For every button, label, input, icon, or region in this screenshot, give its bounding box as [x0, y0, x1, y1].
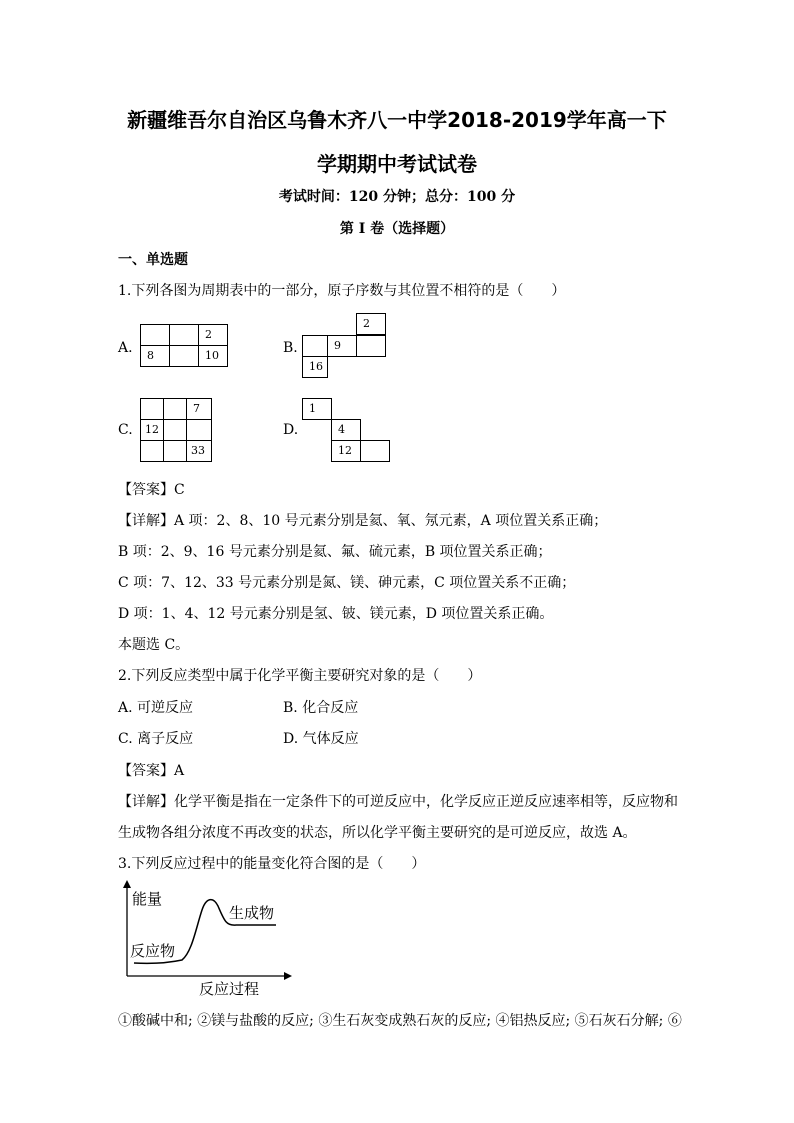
table-cell: [163, 440, 187, 462]
y-axis-label: 能量: [132, 890, 163, 908]
table-cell: 2: [356, 313, 386, 335]
option-c: C. 离子反应: [118, 731, 194, 747]
question-3: 3.下列反应过程中的能量变化符合图的是（ ）: [118, 856, 426, 872]
option-b-label: B.: [283, 340, 298, 356]
table-cell: [169, 324, 199, 346]
table-cell: [186, 419, 212, 441]
page-title-line1: 新疆维吾尔自治区乌鲁木齐八一中学2018-2019学年高一下: [127, 108, 667, 132]
table-cell: 1: [302, 398, 332, 420]
table-cell: 10: [198, 345, 228, 367]
table-cell: [163, 419, 187, 441]
table-cell: 4: [331, 419, 361, 441]
table-cell: [360, 440, 390, 462]
x-axis-label: 反应过程: [199, 980, 260, 998]
x-axis-arrow-icon: [284, 972, 292, 980]
detail-2-line2: 生成物各组分浓度不再改变的状态，所以化学平衡主要研究的是可逆反应，故选 A。: [118, 825, 637, 841]
table-cell: 12: [140, 419, 164, 441]
energy-diagram: [118, 880, 298, 1000]
table-cell: [302, 335, 328, 357]
option-c-label: C.: [118, 422, 133, 438]
table-cell: 2: [198, 324, 228, 346]
table-cell: 7: [186, 398, 212, 420]
table-cell: 33: [186, 440, 212, 462]
detail-1-line4: D 项：1、4、12 号元素分别是氢、铍、镁元素，D 项位置关系正确。: [118, 606, 554, 622]
table-cell: 8: [140, 345, 170, 367]
product-label: 生成物: [229, 904, 275, 922]
volume-heading: 第 I 卷（选择题）: [339, 221, 455, 237]
table-cell: [140, 398, 164, 420]
y-axis-arrow-icon: [123, 880, 131, 888]
answer-2: 【答案】A: [118, 763, 185, 779]
table-cell: [169, 345, 199, 367]
detail-1-line2: B 项：2、9、16 号元素分别是氦、氟、硫元素，B 项位置关系正确；: [118, 544, 552, 560]
detail-1-line5: 本题选 C。: [118, 637, 190, 653]
section-heading: 一、单选题: [118, 252, 188, 268]
question-3-choices: ①酸碱中和; ②镁与盐酸的反应; ③生石灰变成熟石灰的反应; ④铝热反应; ⑤石灰石分解; ⑥: [118, 1013, 682, 1029]
option-d-label: D.: [283, 422, 299, 438]
detail-2-line1: 【详解】化学平衡是指在一定条件下的可逆反应中，化学反应正逆反应速率相等，反应物和: [118, 794, 678, 810]
detail-1-line1: 【详解】A 项：2、8、10 号元素分别是氦、氧、氖元素，A 项位置关系正确；: [118, 513, 608, 529]
table-cell: [356, 335, 386, 357]
reactant-label: 反应物: [130, 942, 176, 960]
table-cell: 16: [302, 356, 328, 378]
answer-1: 【答案】C: [118, 482, 185, 498]
detail-1-line3: C 项：7、12、33 号元素分别是氮、镁、砷元素，C 项位置关系不正确；: [118, 575, 576, 591]
option-a-label: A.: [118, 340, 133, 356]
question-1: 1.下列各图为周期表中的一部分，原子序数与其位置不相符的是（ ）: [118, 283, 566, 299]
table-cell: [163, 398, 187, 420]
page-title-line2: 学期期中考试试卷: [317, 152, 477, 176]
option-b: B. 化合反应: [283, 700, 359, 716]
question-2: 2.下列反应类型中属于化学平衡主要研究对象的是（ ）: [118, 668, 482, 684]
exam-info: 考试时间：120 分钟；总分：100 分: [278, 189, 516, 205]
table-cell: 12: [331, 440, 361, 462]
table-cell: 9: [327, 335, 357, 357]
table-cell: [140, 324, 170, 346]
option-d: D. 气体反应: [283, 731, 359, 747]
option-a: A. 可逆反应: [118, 700, 194, 716]
table-cell: [140, 440, 164, 462]
